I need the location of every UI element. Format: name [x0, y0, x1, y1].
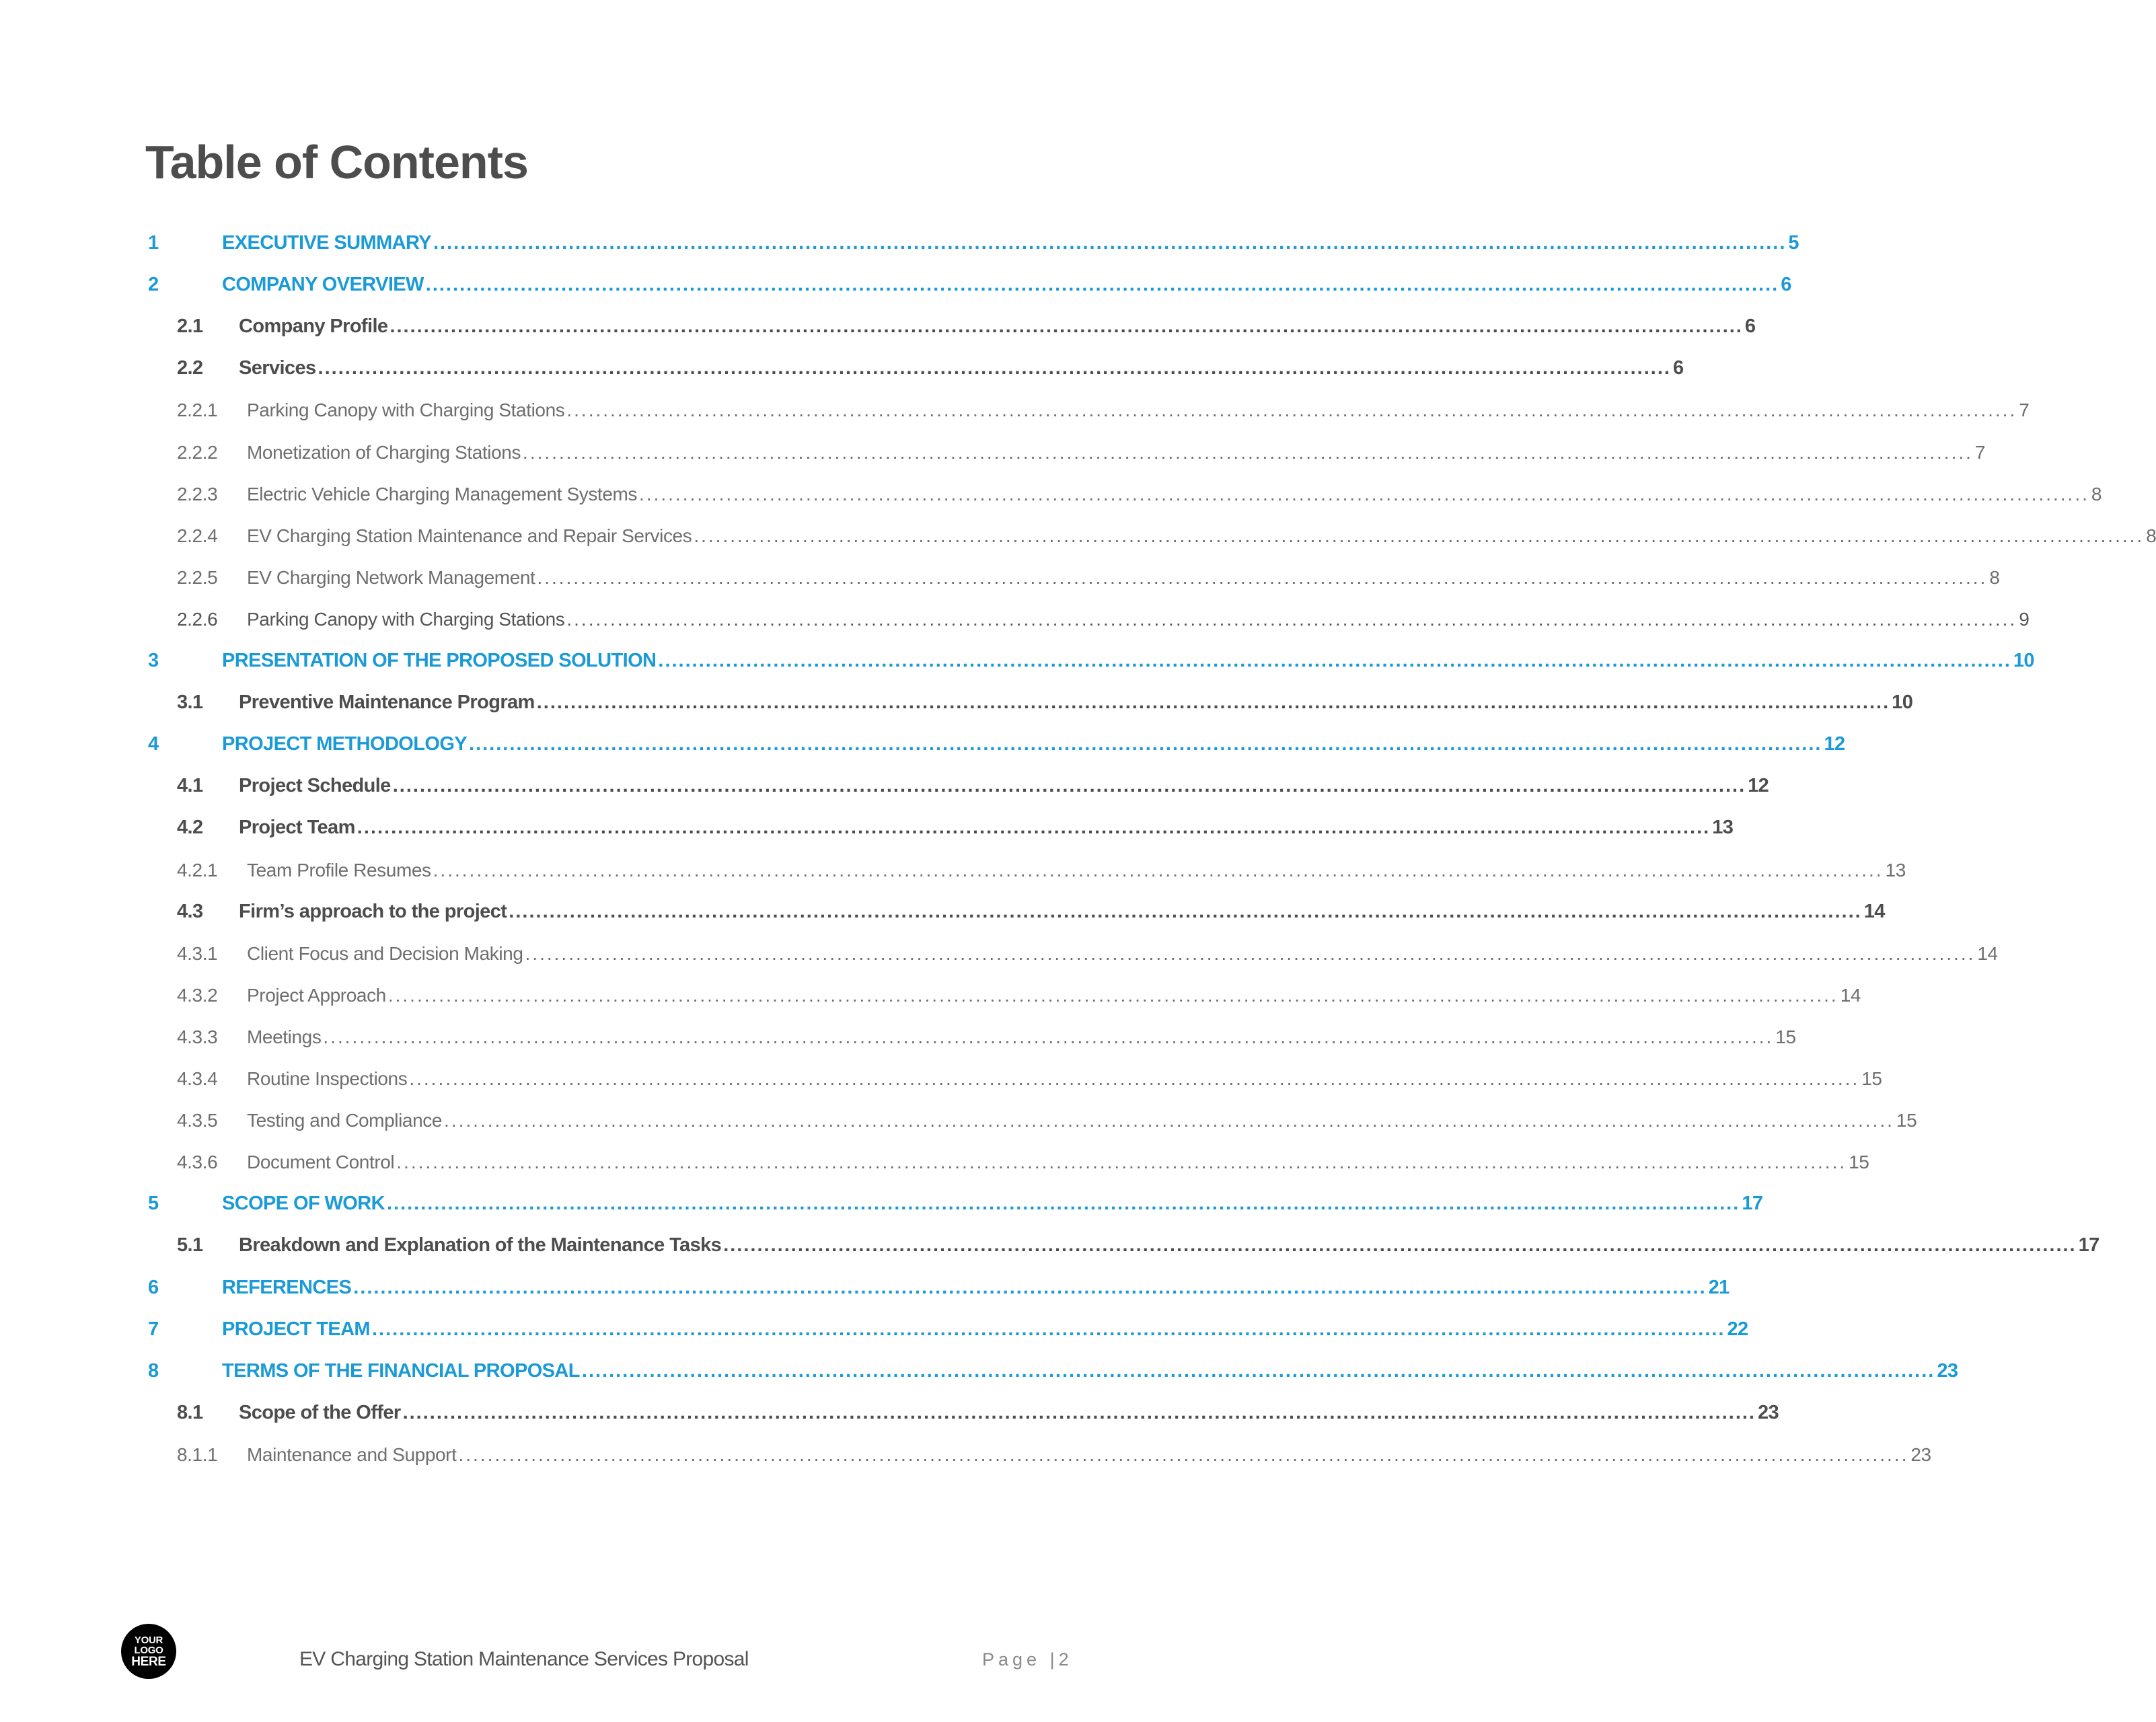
- toc-entry-page[interactable]: 15: [1861, 1068, 1882, 1089]
- toc-entry-title[interactable]: PROJECT METHODOLOGY: [222, 733, 468, 755]
- toc-entry[interactable]: [0, 1272, 1730, 1302]
- toc-entry[interactable]: [0, 311, 1756, 340]
- toc-entry[interactable]: [0, 687, 1913, 716]
- toc-entry-page[interactable]: 23: [1910, 1444, 1931, 1465]
- toc-entry[interactable]: [0, 728, 1845, 758]
- toc-entry-number: 2.2.6: [177, 608, 218, 630]
- toc-entry-page[interactable]: 9: [2019, 608, 2030, 630]
- dot-leader: ........................................................................................................................................................................................................: [353, 1276, 1707, 1298]
- dot-leader: ........................................................................................................................................................................................................: [566, 608, 2017, 630]
- dot-leader: ........................................................................................................................................................................................................: [537, 566, 1988, 588]
- page-label: Page: [982, 1649, 1041, 1670]
- toc-entry-title[interactable]: Document Control: [247, 1152, 395, 1173]
- toc-entry-title[interactable]: EV Charging Network Management: [247, 566, 535, 588]
- toc-entry-page[interactable]: 12: [1748, 775, 1769, 797]
- toc-entry-number: 2.2.5: [177, 566, 218, 588]
- toc-entry-page[interactable]: 15: [1849, 1152, 1869, 1173]
- toc-entry-page[interactable]: 17: [2078, 1234, 2099, 1257]
- toc-entry-number: 7: [148, 1318, 159, 1340]
- toc-entry-title[interactable]: Meetings: [247, 1026, 322, 1047]
- dot-leader: ........................................................................................................................................................................................................: [433, 859, 1884, 881]
- toc-entry-number: 8.1.1: [177, 1444, 218, 1465]
- dot-leader: ........................................................................................................................................................................................................: [323, 1026, 1774, 1047]
- toc-entry-number: 2.2.3: [177, 483, 218, 504]
- toc-entry[interactable]: [0, 1188, 1763, 1218]
- toc-entry[interactable]: [0, 478, 2102, 508]
- toc-entry-title[interactable]: PRESENTATION OF THE PROPOSED SOLUTION: [222, 650, 657, 671]
- toc-entry[interactable]: [0, 770, 1769, 800]
- toc-entry-title[interactable]: Parking Canopy with Charging Stations: [247, 400, 565, 421]
- dot-leader: ........................................................................................................................................................................................................: [458, 1444, 1909, 1465]
- toc-entry-number: 4.2: [177, 817, 203, 839]
- logo-line: YOUR: [134, 1634, 163, 1646]
- dot-leader: ........................................................................................................................................................................................................: [694, 525, 2145, 546]
- toc-entry-number: 6: [148, 1276, 159, 1298]
- page-separator: |: [1049, 1649, 1059, 1670]
- footer-page-number: [982, 1649, 1073, 1670]
- dot-leader: ........................................................................................................................................................................................................: [409, 1068, 1860, 1089]
- toc-entry-number: 4.1: [177, 775, 203, 797]
- toc-entry-page[interactable]: 8: [2091, 483, 2102, 504]
- toc-entry-page[interactable]: 23: [1937, 1359, 1958, 1382]
- toc-entry-title[interactable]: PROJECT TEAM: [222, 1318, 370, 1340]
- toc-entry-title[interactable]: Team Profile Resumes: [247, 859, 431, 881]
- toc-entry-title[interactable]: Firm’s approach to the project: [239, 900, 507, 922]
- toc-entry-number: 4.2.1: [177, 859, 218, 881]
- toc-entry-title[interactable]: Project Schedule: [239, 775, 391, 797]
- toc-entry-page[interactable]: 14: [1863, 900, 1885, 922]
- toc-entry[interactable]: [0, 854, 1906, 884]
- toc-entry-page[interactable]: 14: [1840, 984, 1861, 1006]
- dot-leader: ........................................................................................................................................................................................................: [639, 483, 2089, 504]
- toc-entry[interactable]: [0, 562, 2000, 591]
- toc-entry[interactable]: [0, 269, 1791, 299]
- logo-line: LOGO: [134, 1644, 163, 1656]
- dot-leader: ........................................................................................................................................................................................................: [402, 1401, 1756, 1423]
- toc-entry[interactable]: [0, 1397, 1779, 1427]
- toc-entry-number: 4.3.6: [177, 1152, 218, 1173]
- toc-entry-title[interactable]: Company Profile: [239, 315, 388, 338]
- dot-leader: ........................................................................................................................................................................................................: [433, 232, 1787, 254]
- toc-entry-title[interactable]: Services: [239, 357, 316, 379]
- dot-leader: ........................................................................................................................................................................................................: [392, 775, 1746, 797]
- toc-entry[interactable]: [0, 520, 2156, 550]
- toc-entry-number: 2.2: [177, 357, 203, 379]
- toc-entry-number: 2.1: [177, 315, 203, 338]
- toc-entry-page[interactable]: 6: [1781, 274, 1791, 296]
- dot-leader: ........................................................................................................................................................................................................: [396, 1152, 1847, 1173]
- toc-entry-title[interactable]: Breakdown and Explanation of the Maintenance Tasks: [239, 1234, 722, 1257]
- toc-entry-title[interactable]: Maintenance and Support: [247, 1444, 457, 1465]
- toc-entry-number: 4.3: [177, 900, 203, 922]
- toc-entry[interactable]: [0, 1021, 1796, 1051]
- toc-entry-title[interactable]: Project Team: [239, 817, 355, 839]
- toc-entry-title[interactable]: REFERENCES: [222, 1276, 352, 1298]
- toc-entry-page[interactable]: 7: [1974, 441, 1986, 463]
- dot-leader: ........................................................................................................................................................................................................: [509, 900, 1862, 922]
- dot-leader: ........................................................................................................................................................................................................: [444, 1110, 1894, 1131]
- dot-leader: ........................................................................................................................................................................................................: [566, 400, 2017, 421]
- toc-entry-number: 5: [148, 1193, 159, 1215]
- dot-leader: ........................................................................................................................................................................................................: [525, 942, 1976, 964]
- page-title: Table of Contents: [145, 136, 528, 188]
- dot-leader: ........................................................................................................................................................................................................: [723, 1234, 2077, 1257]
- toc-entry[interactable]: [0, 896, 1885, 926]
- toc-entry-number: 4.3.5: [177, 1110, 218, 1131]
- toc-entry-number: 4: [148, 733, 159, 755]
- dot-leader: ........................................................................................................................................................................................................: [581, 1359, 1935, 1382]
- toc-entry-page[interactable]: 15: [1775, 1026, 1796, 1047]
- toc-entry-title[interactable]: Project Approach: [247, 984, 386, 1006]
- toc-entry-title[interactable]: SCOPE OF WORK: [222, 1193, 385, 1215]
- toc-entry-page[interactable]: 12: [1824, 733, 1845, 755]
- toc-entry[interactable]: [0, 645, 2034, 675]
- toc-entry[interactable]: [0, 1439, 1931, 1468]
- toc-entry[interactable]: [0, 1105, 1917, 1134]
- toc-entry-title[interactable]: EXECUTIVE SUMMARY: [222, 232, 431, 254]
- dot-leader: ........................................................................................................................................................................................................: [357, 817, 1711, 839]
- toc-entry-title[interactable]: Monetization of Charging Stations: [247, 441, 521, 463]
- toc-entry-number: 4.3.4: [177, 1068, 218, 1089]
- toc-entry-title[interactable]: Preventive Maintenance Program: [239, 691, 535, 714]
- toc-entry-number: 4.3.1: [177, 942, 218, 964]
- toc-entry-title[interactable]: TERMS OF THE FINANCIAL PROPOSAL: [222, 1359, 580, 1382]
- dot-leader: ........................................................................................................................................................................................................: [318, 357, 1671, 379]
- dot-leader: ........................................................................................................................................................................................................: [536, 691, 1890, 714]
- logo-placeholder: [121, 1624, 176, 1679]
- toc-entry-page[interactable]: 23: [1758, 1401, 1779, 1423]
- toc-entry-number: 8: [148, 1359, 159, 1382]
- toc-entry[interactable]: [0, 938, 1998, 967]
- toc-entry-number: 4.3.2: [177, 984, 218, 1006]
- toc-entry-title[interactable]: Parking Canopy with Charging Stations: [247, 608, 565, 630]
- toc-entry-title[interactable]: Electric Vehicle Charging Management Systems: [247, 483, 638, 504]
- toc-entry-page[interactable]: 6: [1744, 315, 1756, 338]
- dot-leader: ........................................................................................................................................................................................................: [425, 274, 1779, 296]
- dot-leader: ........................................................................................................................................................................................................: [387, 984, 1838, 1006]
- toc-entry-title[interactable]: COMPANY OVERVIEW: [222, 274, 424, 296]
- toc-entry[interactable]: [0, 394, 2030, 424]
- dot-leader: ........................................................................................................................................................................................................: [469, 733, 1822, 755]
- dot-leader: ........................................................................................................................................................................................................: [523, 441, 1973, 463]
- toc-entry-number: 3.1: [177, 691, 203, 714]
- toc-entry-page[interactable]: 17: [1742, 1193, 1763, 1215]
- toc-entry-page[interactable]: 15: [1896, 1110, 1917, 1131]
- toc-entry-number: 1: [148, 232, 159, 254]
- toc-entry-page[interactable]: 5: [1788, 232, 1799, 254]
- toc-entry[interactable]: [0, 812, 1734, 841]
- toc-entry-number: 2.2.1: [177, 400, 218, 421]
- toc-entry[interactable]: [0, 437, 1986, 466]
- toc-entry-page[interactable]: 10: [1892, 691, 1913, 714]
- toc-entry-number: 2.2.2: [177, 441, 218, 463]
- dot-leader: ........................................................................................................................................................................................................: [389, 315, 1743, 338]
- toc-entry-page[interactable]: 10: [2013, 650, 2034, 671]
- toc-entry-number: 5.1: [177, 1234, 203, 1257]
- toc-entry-page[interactable]: 8: [2146, 525, 2156, 546]
- logo-line: HERE: [131, 1654, 166, 1669]
- toc-entry-page[interactable]: 21: [1708, 1276, 1730, 1298]
- toc-entry-page[interactable]: 13: [1885, 859, 1906, 881]
- toc-entry-page[interactable]: 8: [1989, 566, 2000, 588]
- dot-leader: ........................................................................................................................................................................................................: [386, 1193, 1740, 1215]
- toc-entry-page[interactable]: 22: [1727, 1318, 1748, 1340]
- toc-entry-number: 4.3.3: [177, 1026, 218, 1047]
- toc-entry-title[interactable]: Scope of the Offer: [239, 1401, 401, 1423]
- toc-entry[interactable]: [0, 603, 2030, 633]
- toc-entry-page[interactable]: 14: [1977, 942, 1998, 964]
- dot-leader: ........................................................................................................................................................................................................: [372, 1318, 1725, 1340]
- toc-entry[interactable]: [0, 1063, 1882, 1092]
- toc-entry-number: 2.2.4: [177, 525, 218, 546]
- toc-entry-title[interactable]: Routine Inspections: [247, 1068, 408, 1089]
- toc-entry[interactable]: [0, 1230, 2099, 1259]
- page-number: 2: [1058, 1649, 1073, 1670]
- toc-entry[interactable]: [0, 1355, 1958, 1385]
- toc-entry-number: 8.1: [177, 1401, 203, 1423]
- toc-entry[interactable]: [0, 1146, 1869, 1176]
- dot-leader: ........................................................................................................................................................................................................: [658, 650, 2011, 671]
- toc-entry-title[interactable]: EV Charging Station Maintenance and Repair Services: [247, 525, 692, 546]
- toc-entry-title[interactable]: Testing and Compliance: [247, 1110, 443, 1131]
- toc-entry-page[interactable]: 7: [2019, 400, 2030, 421]
- toc-entry[interactable]: [0, 1314, 1748, 1343]
- toc-entry-page[interactable]: 6: [1672, 357, 1684, 379]
- toc-entry-number: 3: [148, 650, 159, 671]
- toc-entry-title[interactable]: Client Focus and Decision Making: [247, 942, 523, 964]
- toc-entry[interactable]: [0, 227, 1799, 257]
- toc-entry-number: 2: [148, 274, 159, 296]
- footer-document-title: EV Charging Station Maintenance Services Proposal: [299, 1648, 749, 1670]
- toc-entry-page[interactable]: 13: [1712, 817, 1734, 839]
- toc-entry[interactable]: [0, 979, 1861, 1009]
- toc-entry[interactable]: [0, 352, 1684, 382]
